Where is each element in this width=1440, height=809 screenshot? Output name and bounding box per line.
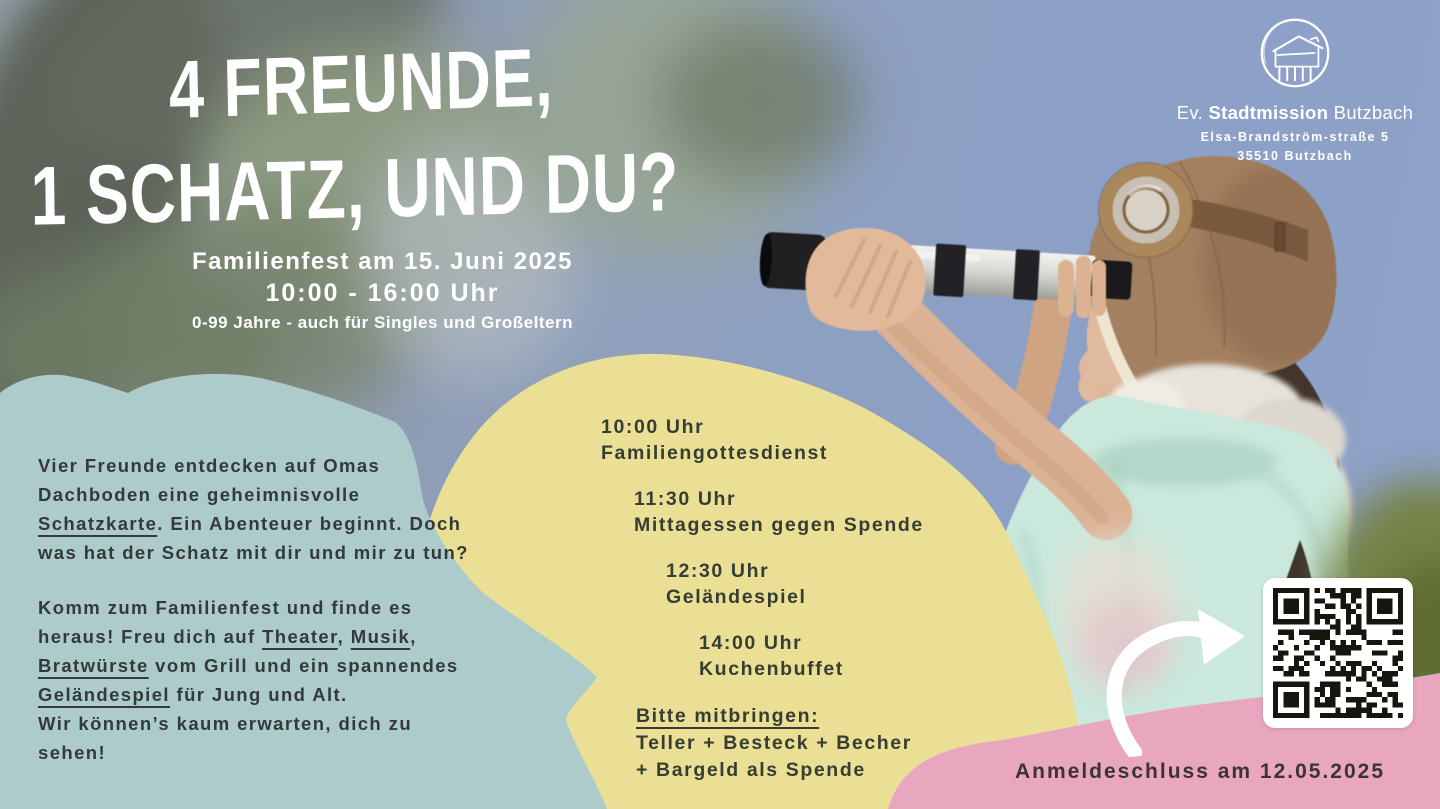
stadtmission-building-logo-icon <box>1254 12 1336 94</box>
bring-along-section <box>636 703 912 784</box>
schedule-time: 12:30 Uhr <box>666 560 770 582</box>
address-city: 35510 Butzbach <box>1237 148 1353 163</box>
address-street: Elsa-Brandström-straße 5 <box>1200 130 1390 144</box>
organization-address <box>1150 128 1440 166</box>
story-paragraph-2: Komm zum Familienfest und finde es heraus! Freu dich auf Theater, Musik, Bratwürste vom Grill und ein spannendes Geländespiel für Jung und Alt. Wir können’s kaum erwarten, dich zu sehen! <box>38 597 459 763</box>
schedule-item <box>666 558 924 610</box>
hand-on-telescope <box>806 228 926 331</box>
schedule-time: 14:00 Uhr <box>699 632 803 654</box>
story-text <box>38 451 583 767</box>
schedule-time: 10:00 Uhr <box>601 416 705 438</box>
curved-arrow-icon <box>1086 594 1261 760</box>
event-subtitle <box>90 248 675 333</box>
hand-near-eyepiece <box>1058 256 1106 318</box>
organization-block <box>1150 12 1440 166</box>
schedule-label: Kuchenbuffet <box>699 658 844 680</box>
qr-code-pattern <box>1273 588 1403 718</box>
schedule-item <box>601 414 924 466</box>
schedule-label: Mittagessen gegen Spende <box>634 514 924 536</box>
organization-name: Ev. Stadtmission Butzbach <box>1176 102 1414 123</box>
event-date: Familienfest am 15. Juni 2025 <box>192 248 573 275</box>
bring-line: Teller + Besteck + Becher <box>636 732 912 754</box>
poster-title-line1: 4 FREUNDE, <box>168 32 555 137</box>
qr-code <box>1263 578 1413 728</box>
event-time: 10:00 - 16:00 Uhr <box>265 279 500 307</box>
schedule-label: Geländespiel <box>666 586 807 608</box>
poster-title-line2: 1 SCHATZ, UND DU? <box>30 134 680 243</box>
bring-heading: Bitte mitbringen: <box>636 705 820 727</box>
schedule-time: 11:30 Uhr <box>634 488 737 510</box>
event-audience: 0-99 Jahre - auch für Singles und Großeltern <box>192 313 573 332</box>
schedule-list <box>601 414 924 702</box>
schedule-item <box>634 486 924 538</box>
registration-deadline: Anmeldeschluss am 12.05.2025 <box>1014 760 1385 783</box>
story-paragraph-1: Vier Freunde entdecken auf Omas Dachboden eine geheimnisvolle Schatzkarte. Ein Abenteuer beginnt. Doch was hat der Schatz mit dir und mir zu tun? <box>38 455 469 563</box>
schedule-label: Familiengottesdienst <box>601 442 829 464</box>
bring-line: + Bargeld als Spende <box>636 759 866 781</box>
schedule-item <box>699 630 924 682</box>
